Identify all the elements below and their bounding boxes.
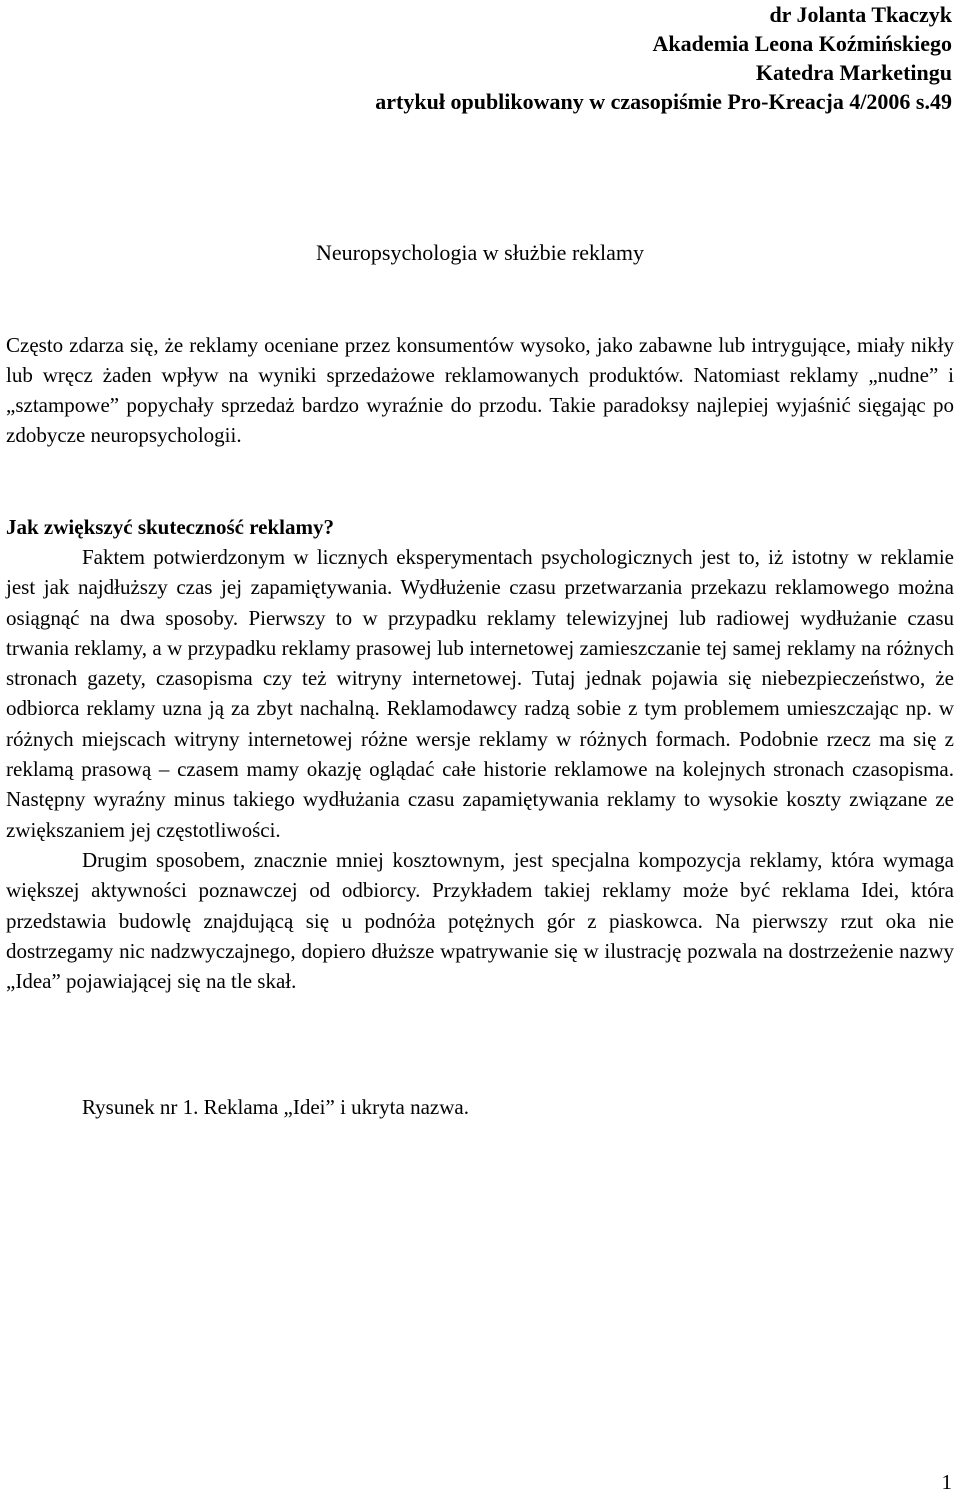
article-title: Neuropsychologia w służbie reklamy [315, 240, 645, 265]
body-paragraph: Faktem potwierdzonym w licznych eksperymentach psychologicznych jest to, iż istotny w reklamie jest jak najdłuższy czas jej zapamiętywania. Wydłużenie czasu przetwarzania przekazu reklamowego można osiągnąć na dwa sposoby. Pierwszy to w przypadku reklamy telewizyjnej lub radiowej wydłużanie czasu trwania reklamy, a w przypadku reklamy prasowej lub internetowej zamieszczanie tej samej reklamy na różnych stronach gazety, czasopisma czy też witryny internetowej. Tutaj jednak pojawia się niebezpieczeństwo, że odbiorca reklamy uzna ją za zbyt nachalną. Reklamodawcy radzą sobie z tym problemem umieszczając np. w różnych miejscach witryny internetowej różne wersje reklamy w różnych formach. Podobnie rzecz ma się z reklamą prasową – czasem mamy okazję oglądać całe historie reklamowe na kolejnych stronach czasopisma. Następny wyraźny minus takiego wydłużania czasu zapamiętywania reklamy to wysokie koszty związane ze zwiększaniem jej częstotliwości. [6, 545, 954, 842]
author-name: dr Jolanta Tkaczyk [769, 2, 952, 27]
document-header [375, 0, 952, 116]
page-number: 1 [941, 1470, 952, 1494]
body-paragraph: Drugim sposobem, znacznie mniej kosztownym, jest specjalna kompozycja reklamy, która wymaga większej aktywności poznawczej od odbiorcy. Przykładem takiej reklamy może być reklama Idei, która przedstawia budowlę znajdującą się u podnóża potężnych gór z piaskowca. Na pierwszy rzut oka nie dostrzegamy nic nadzwyczajnego, dopiero dłuższe wpatrywanie się w ilustrację pozwala na dostrzeżenie nazwy „Idea” pojawiającej się na tle skał. [6, 847, 954, 994]
lead-paragraph [6, 330, 954, 450]
department-name: Katedra Marketingu [755, 60, 952, 85]
institution-name: Akademia Leona Koźmińskiego [652, 31, 952, 56]
publication-note: artykuł opublikowany w czasopiśmie Pro-Kreacja 4/2006 s.49 [375, 89, 952, 114]
body-text [6, 542, 954, 996]
section-heading: Jak zwiększyć skuteczność reklamy? [6, 515, 334, 539]
lead-text: Często zdarza się, że reklamy oceniane przez konsumentów wysoko, jako zabawne lub intrygujące, miały nikły lub wręcz żaden wpływ na wyniki sprzedażowe reklamowanych produktów. Natomiast reklamy „nudne” i „sztampowe” popychały sprzedaż bardzo wyraźnie do przodu. Takie paradoksy najlepiej wyjaśnić sięgając po zdobycze neuropsychologii. [6, 333, 954, 447]
figure-caption: Rysunek nr 1. Reklama „Idei” i ukryta nazwa. [82, 1095, 469, 1119]
